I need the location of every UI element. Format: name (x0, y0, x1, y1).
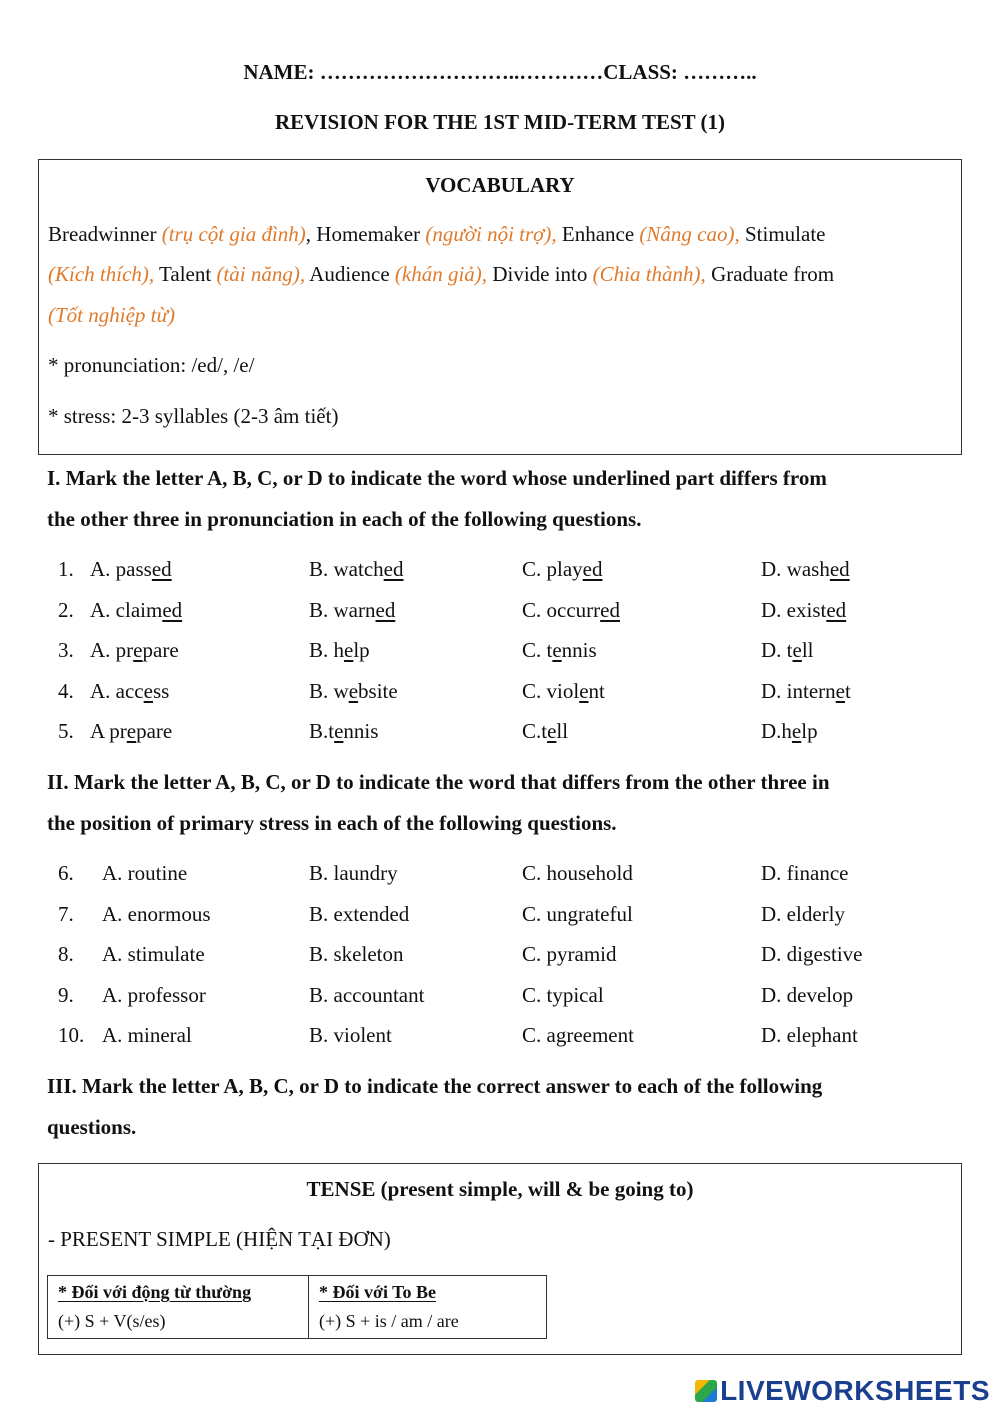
answer-option[interactable]: A. stimulate (102, 942, 205, 966)
page-title: REVISION FOR THE 1ST MID-TERM TEST (1) (274, 110, 726, 134)
to-be-cell (309, 1276, 547, 1339)
answer-option[interactable]: D. elderly (761, 901, 845, 926)
section-1-instruction-line-2: the other three in pronunciation in each of the following questions. (47, 507, 642, 531)
answer-option[interactable]: D. internet (761, 678, 851, 703)
stress-note: * stress: 2-3 syllables (2-3 âm tiết) (48, 404, 339, 428)
answer-option[interactable]: B. extended (309, 901, 410, 926)
tense-box (38, 1163, 962, 1355)
question-number: 3. (58, 638, 74, 662)
answer-option[interactable]: C. played (522, 557, 603, 581)
vocab-line-3: (Tốt nghiệp từ) (48, 303, 175, 327)
answer-option[interactable]: D. digestive (761, 942, 863, 966)
to-be-rule: (+) S + is / am / are (319, 1311, 459, 1331)
answer-option[interactable]: C. pyramid (522, 942, 617, 966)
question-number: 4. (58, 678, 74, 703)
answer-option[interactable]: A. prepare (90, 638, 179, 662)
section-2-instruction-line-1: II. Mark the letter A, B, C, or D to indicate the word that differs from the other three in (47, 770, 830, 794)
answer-option[interactable]: B. watched (309, 557, 404, 581)
answer-option[interactable]: A. enormous (102, 901, 211, 926)
vocabulary-box (38, 159, 962, 455)
answer-option[interactable]: D. tell (761, 638, 814, 662)
tense-heading: TENSE (present simple, will & be going to) (306, 1177, 694, 1201)
logo-icon (695, 1380, 717, 1402)
regular-verbs-cell (48, 1276, 309, 1339)
question-number: 2. (58, 597, 74, 622)
answer-option[interactable]: C. tennis (522, 638, 597, 662)
section-2-instruction-line-2: the position of primary stress in each of the following questions. (47, 811, 617, 835)
answer-option[interactable]: B.tennis (309, 719, 379, 743)
answer-option[interactable]: A. mineral (102, 1023, 192, 1047)
answer-option[interactable]: C. typical (522, 982, 604, 1007)
answer-option[interactable]: A prepare (90, 719, 173, 743)
answer-option[interactable]: C. occurred (522, 597, 620, 622)
answer-option[interactable]: B. skeleton (309, 942, 404, 966)
question-number: 7. (58, 901, 74, 926)
question-number: 1. (58, 557, 74, 581)
name-class-line: NAME: ………………………..…………CLASS: ……….. (243, 60, 757, 84)
present-simple-table (47, 1275, 547, 1339)
pronunciation-note: * pronunciation: /ed/, /e/ (48, 353, 255, 377)
section-1-instruction-line-1: I. Mark the letter A, B, C, or D to indicate the word whose underlined part differs from (47, 466, 827, 490)
vocabulary-heading: VOCABULARY (425, 173, 575, 197)
answer-option[interactable]: D. elephant (761, 1023, 858, 1047)
answer-option[interactable]: B. help (309, 638, 370, 662)
answer-option[interactable]: A. claimed (90, 597, 183, 622)
answer-option[interactable]: B. warned (309, 597, 396, 622)
answer-option[interactable]: C.tell (522, 719, 569, 743)
question-number: 10. (58, 1023, 85, 1047)
answer-option[interactable]: D.help (761, 719, 818, 743)
answer-option[interactable]: B. laundry (309, 861, 398, 885)
vocab-line-1: Breadwinner (trụ cột gia đình), Homemaker (người nội trợ), Enhance (Nâng cao), Stimulate (48, 222, 826, 246)
question-number: 5. (58, 719, 74, 743)
question-number: 6. (58, 861, 74, 885)
answer-option[interactable]: A. routine (102, 861, 188, 885)
answer-option[interactable]: B. website (309, 678, 398, 703)
answer-option[interactable]: D. washed (761, 557, 850, 581)
regular-verbs-rule: (+) S + V(s/es) (58, 1311, 166, 1331)
liveworksheets-logo: LIVEWORKSHEETS (695, 1375, 990, 1407)
to-be-title: * Đối với To Be (319, 1282, 436, 1302)
answer-option[interactable]: C. ungrateful (522, 901, 633, 926)
answer-option[interactable]: C. agreement (522, 1023, 634, 1047)
answer-option[interactable]: C. household (522, 861, 633, 885)
question-number: 8. (58, 942, 74, 966)
answer-option[interactable]: D. develop (761, 982, 854, 1007)
question-number: 9. (58, 982, 74, 1007)
regular-verbs-title: * Đối với động từ thường (58, 1282, 252, 1302)
answer-option[interactable]: B. violent (309, 1023, 392, 1047)
section-3-instruction-line-1: III. Mark the letter A, B, C, or D to indicate the correct answer to each of the following (47, 1074, 823, 1098)
answer-option[interactable]: D. existed (761, 597, 847, 622)
answer-option[interactable]: A. passed (90, 557, 172, 581)
answer-option[interactable]: C. violent (522, 678, 605, 703)
present-simple-subheading: - PRESENT SIMPLE (HIỆN TẠI ĐƠN) (48, 1227, 391, 1251)
vocab-line-2: (Kích thích), Talent (tài năng), Audience (khán giả), Divide into (Chia thành), Graduate from (48, 262, 835, 286)
answer-option[interactable]: A. professor (102, 982, 206, 1007)
answer-option[interactable]: A. access (90, 678, 170, 703)
answer-option[interactable]: B. accountant (309, 982, 425, 1007)
section-3-instruction-line-2: questions. (47, 1115, 137, 1139)
answer-option[interactable]: D. finance (761, 861, 849, 885)
